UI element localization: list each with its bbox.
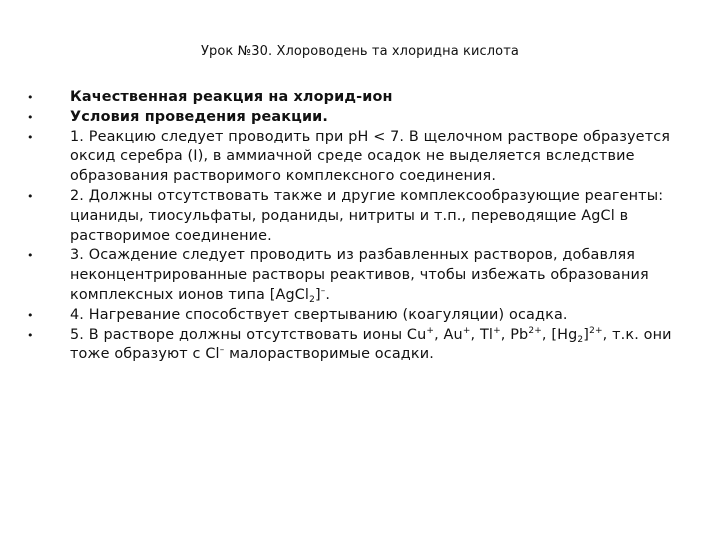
bullet-icon: • [27,110,34,124]
bullet-icon: • [27,328,34,342]
list-item [24,128,684,187]
condition-3-text [70,246,684,305]
condition-5-part-g: , т.к. они тоже образуют с Cl [70,326,672,363]
cl-charge: – [219,345,225,356]
condition-2-text: 2. Должны отсутствовать также и другие комплексообразующие реагенты: цианиды, тиосульфаты, роданиды, нитриты и т.п., переводящие AgCl в растворимое соединение. [70,187,664,244]
hg-charge: 2+ [589,325,603,336]
heading-qualitative-reaction: Качественная реакция на хлорид-ион [70,89,393,105]
list-item [24,326,684,366]
list-item [24,187,684,246]
condition-3-part-a: 3. Осаждение следует проводить из разбавленных растворов, добавляя неконцентрированные растворы реактивов, чтобы избежать образования комплексных ионов типа [AgCl [70,247,649,303]
condition-5-part-f: ] [583,326,590,343]
list-item [24,108,684,128]
list-item [24,246,684,305]
condition-5-part-a: 5. В растворе должны отсутствовать ионы Cu [70,326,427,343]
condition-4-text: 4. Нагревание способствует свертыванию (коагуляции) осадка. [70,306,568,323]
tl-charge: + [493,325,501,336]
condition-5-part-b: , Au [434,326,463,343]
heading-reaction-conditions: Условия проведения реакции. [70,108,329,125]
condition-5-part-c: , Tl [470,326,494,343]
bullet-list [24,88,684,365]
condition-5-part-e: , [Hg [541,326,578,343]
bullet-icon: • [27,130,34,144]
hg-subscript: 2 [577,334,584,345]
bullet-icon: • [27,249,34,263]
cu-charge: + [426,325,435,336]
condition-3-part-b: ] [314,286,321,303]
bullet-icon: • [27,308,34,322]
list-item [24,306,684,326]
slide-title: Урок №30. Хлороводень та хлоридна кислота [201,44,519,59]
list-item [24,88,684,108]
pb-charge: 2+ [528,325,542,336]
condition-5-text [70,326,684,366]
au-charge: + [462,325,471,336]
condition-3-subscript: 2 [309,294,315,305]
condition-1-text: 1. Реакцию следует проводить при pH < 7. В щелочном растворе образуется оксид серебра (I), в аммиачной среде осадок не выделяется вследствие образования растворимого комплексного соединения. [70,128,671,185]
condition-5-part-h: малорастворимые осадки. [224,346,434,363]
bullet-icon: • [27,91,34,104]
bullet-icon: • [27,189,34,203]
condition-3-part-c: . [325,286,331,303]
condition-5-part-d: , Pb [500,326,529,343]
condition-3-superscript: – [320,285,326,296]
